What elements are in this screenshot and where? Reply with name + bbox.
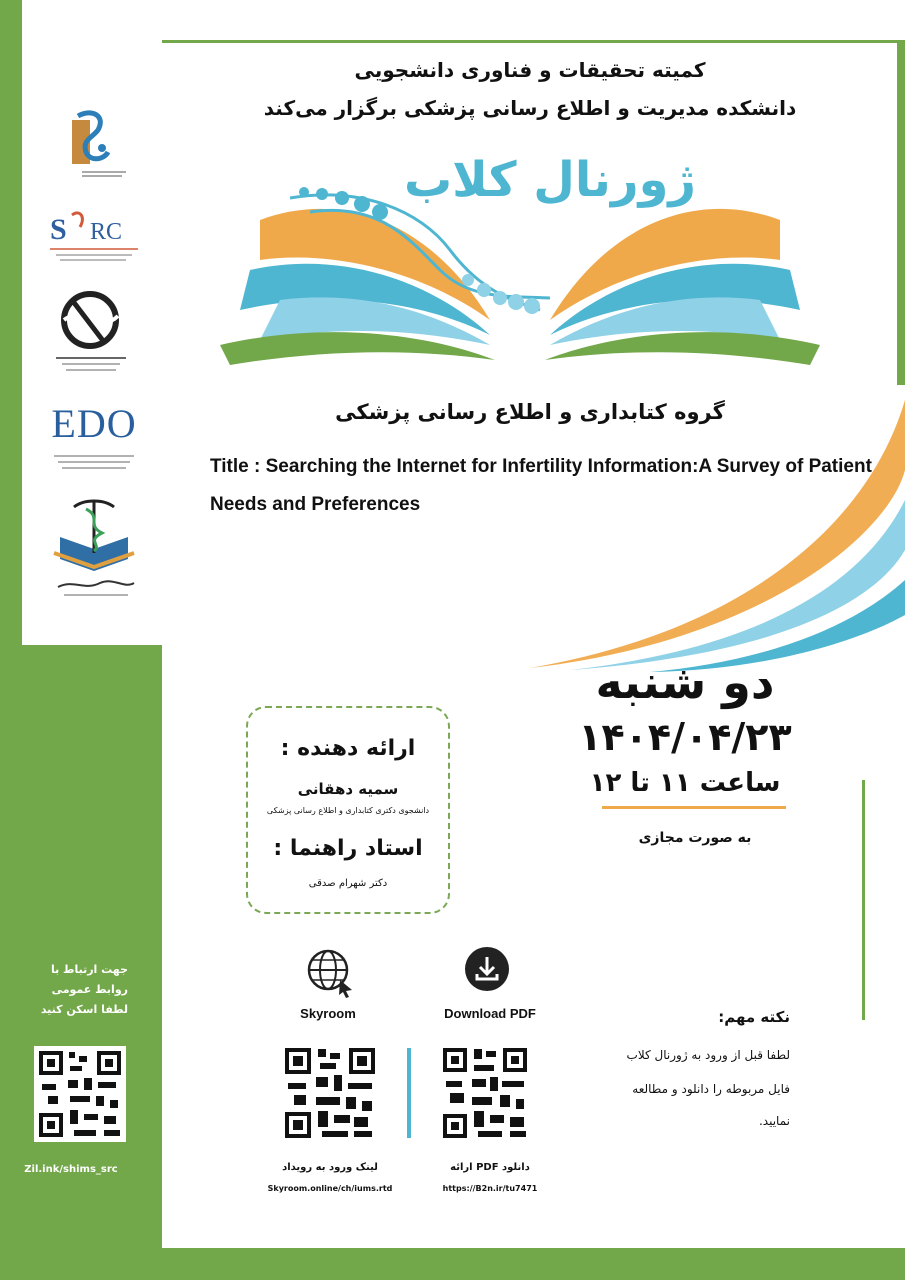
committee-logo	[42, 286, 142, 380]
bottom-bar	[162, 1248, 905, 1280]
download-icon[interactable]	[464, 946, 510, 992]
presenter-heading: ارائه دهنده :	[280, 736, 416, 761]
pdf-url[interactable]: https://B2n.ir/tu7471	[442, 1184, 538, 1193]
skyroom-qr-code[interactable]	[282, 1045, 378, 1141]
pdf-caption: دانلود PDF ارائه	[450, 1162, 530, 1173]
qr-pattern	[34, 1046, 126, 1142]
contact-text	[14, 960, 128, 1020]
session-date: ۱۴۰۴/۰۴/۲۳	[578, 715, 792, 759]
time-underline	[602, 806, 786, 809]
contact-link[interactable]: Zil.ink/shims_src	[24, 1164, 118, 1175]
session-mode: به صورت مجازی	[638, 830, 752, 846]
svg-text:S: S	[50, 213, 67, 246]
pdf-label[interactable]: Download PDF	[444, 1006, 536, 1021]
qr-divider	[407, 1048, 411, 1138]
university-logo	[52, 102, 132, 182]
right-accent-line	[862, 780, 865, 1020]
article-title: Title : Searching the Internet for Infertility Information:A Survey of Patient Needs and Preferences	[210, 456, 872, 515]
note-line-3: نمایید.	[758, 1114, 790, 1128]
note-heading: نکته مهم:	[718, 1008, 790, 1026]
session-day: دو شنبه	[595, 655, 775, 709]
note-line-1: لطفا قبل از ورود به ژورنال کلاب	[626, 1048, 790, 1062]
supervisor-name: دکتر شهرام صدقی	[308, 878, 388, 889]
presenter-name: سمیه دهقانی	[297, 780, 399, 798]
note-line-2: فایل مربوطه را دانلود و مطالعه	[632, 1082, 790, 1096]
right-border	[897, 40, 905, 385]
skyroom-caption: لینک ورود به رویداد	[282, 1162, 378, 1173]
skyroom-label[interactable]: Skyroom	[300, 1006, 356, 1021]
header-line-2: دانشکده مدیریت و اطلاع رسانی پزشکی برگزار می‌کند	[263, 96, 797, 120]
header-line-1: کمیته تحقیقات و فناوری دانشجویی	[354, 58, 706, 82]
edo-caption-lines	[44, 450, 144, 474]
pdf-qr-code[interactable]	[440, 1045, 530, 1141]
department-title: گروه کتابداری و اطلاع رسانی پزشکی	[335, 400, 725, 424]
session-time: ساعت ۱۱ تا ۱۲	[589, 768, 781, 798]
presenter-role: دانشجوی دکتری کتابداری و اطلاع رسانی پزشکی	[266, 806, 430, 815]
association-logo	[44, 495, 144, 605]
skyroom-url[interactable]: Skyroom.online/ch/iums.rtd	[267, 1184, 393, 1193]
logos-card	[22, 0, 162, 645]
contact-line-2: روابط عمومی	[51, 983, 128, 996]
edo-logo: EDO	[51, 401, 137, 446]
top-border	[162, 40, 905, 43]
presenter-box	[246, 706, 450, 914]
src-logo	[46, 205, 142, 265]
supervisor-heading: استاد راهنما :	[273, 836, 423, 861]
contact-line-3: لطفا اسکن کنید	[40, 1003, 128, 1016]
decorative-swoosh	[530, 380, 905, 680]
contact-line-1: جهت ارتباط با	[50, 963, 128, 976]
contact-qr-code[interactable]	[34, 1046, 126, 1142]
journal-club-title: ژورنال کلاب	[403, 152, 697, 208]
svg-text:RC: RC	[90, 219, 123, 245]
globe-icon[interactable]	[304, 946, 356, 998]
